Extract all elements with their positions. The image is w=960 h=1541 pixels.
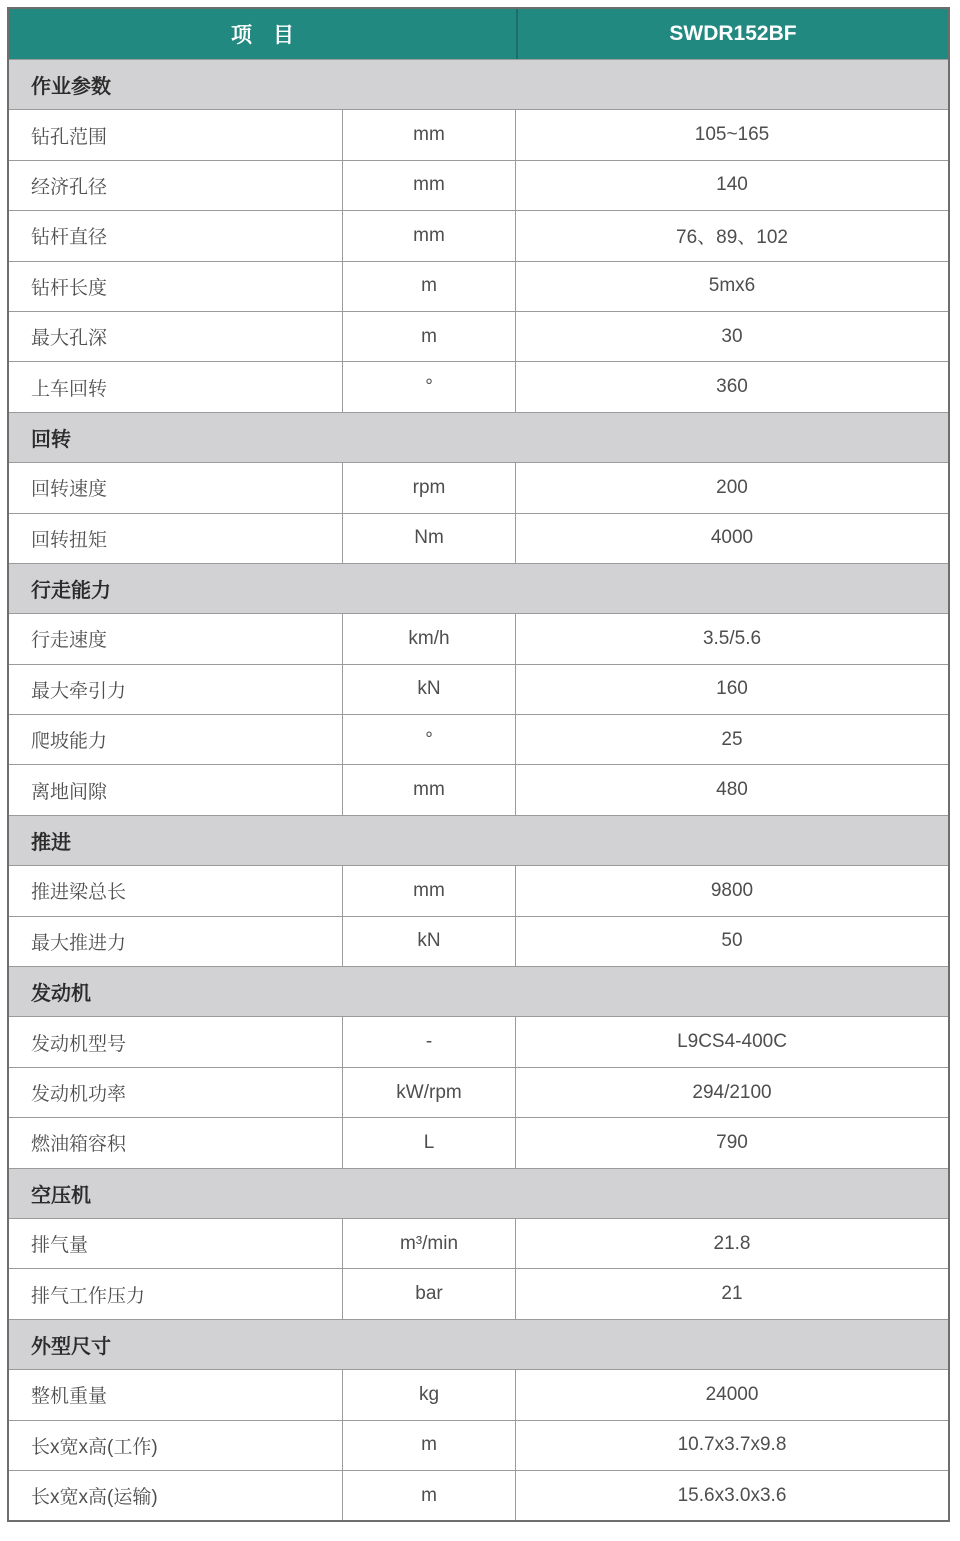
spec-unit: L xyxy=(343,1118,516,1167)
table-row xyxy=(9,916,948,966)
spec-value: 140 xyxy=(716,174,748,196)
spec-label: 离地间隙 xyxy=(9,765,343,814)
spec-label: 燃油箱容积 xyxy=(9,1118,343,1167)
spec-unit: mm xyxy=(343,866,516,915)
section-header-travel: 行走能力 xyxy=(9,563,948,613)
table-row xyxy=(9,160,948,210)
table-row xyxy=(9,1218,948,1268)
spec-unit: m xyxy=(343,312,516,361)
section-header-feed: 推进 xyxy=(9,815,948,865)
spec-label: 排气量 xyxy=(9,1219,343,1268)
header-model-name: SWDR152BF xyxy=(669,22,797,45)
spec-label: 排气工作压力 xyxy=(9,1269,343,1318)
table-row xyxy=(9,1067,948,1117)
table-row xyxy=(9,613,948,663)
spec-label: 钻杆直径 xyxy=(9,211,343,260)
section-header-dimensions: 外型尺寸 xyxy=(9,1319,948,1369)
table-row xyxy=(9,1268,948,1318)
spec-value: 15.6x3.0x3.6 xyxy=(677,1484,787,1506)
spec-value: L9CS4-400C xyxy=(677,1031,787,1053)
spec-label: 最大孔深 xyxy=(9,312,343,361)
table-row xyxy=(9,865,948,915)
header-item-label: 项 目 xyxy=(9,9,518,59)
spec-value: 3.5/5.6 xyxy=(702,627,762,649)
spec-label: 最大推进力 xyxy=(9,917,343,966)
spec-label: 上车回转 xyxy=(9,362,343,411)
spec-label: 行走速度 xyxy=(9,614,343,663)
spec-label: 整机重量 xyxy=(9,1370,343,1419)
section-header-compressor: 空压机 xyxy=(9,1168,948,1218)
spec-value: 10.7x3.7x9.8 xyxy=(677,1434,787,1456)
spec-label: 回转扭矩 xyxy=(9,514,343,563)
spec-value: 25 xyxy=(721,728,743,750)
spec-unit: rpm xyxy=(343,463,516,512)
table-row xyxy=(9,261,948,311)
spec-unit: mm xyxy=(343,110,516,159)
spec-value: 360 xyxy=(716,376,748,398)
spec-table xyxy=(7,7,950,1522)
spec-label: 推进梁总长 xyxy=(9,866,343,915)
spec-label: 爬坡能力 xyxy=(9,715,343,764)
spec-unit: kg xyxy=(343,1370,516,1419)
spec-value: 21 xyxy=(721,1283,743,1305)
spec-label: 长x宽x高(工作) xyxy=(9,1421,343,1470)
spec-value: 160 xyxy=(716,678,748,700)
spec-value: 480 xyxy=(716,779,748,801)
table-row xyxy=(9,210,948,260)
table-row xyxy=(9,714,948,764)
table-row xyxy=(9,513,948,563)
spec-value: 50 xyxy=(721,930,743,952)
spec-value: 105~165 xyxy=(694,124,770,146)
spec-value: 294/2100 xyxy=(692,1081,772,1103)
spec-value: 790 xyxy=(716,1131,748,1153)
table-row xyxy=(9,764,948,814)
spec-value: 9800 xyxy=(710,879,754,901)
spec-unit: mm xyxy=(343,211,516,260)
spec-value: 200 xyxy=(716,476,748,498)
spec-unit: kN xyxy=(343,917,516,966)
spec-unit: mm xyxy=(343,765,516,814)
spec-label: 发动机功率 xyxy=(9,1068,343,1117)
spec-label: 钻杆长度 xyxy=(9,262,343,311)
spec-unit: mm xyxy=(343,161,516,210)
spec-unit: ° xyxy=(343,362,516,411)
section-header-engine: 发动机 xyxy=(9,966,948,1016)
spec-unit: ° xyxy=(343,715,516,764)
spec-value: 30 xyxy=(721,325,743,347)
spec-label: 发动机型号 xyxy=(9,1017,343,1066)
table-row xyxy=(9,462,948,512)
spec-unit: m xyxy=(343,1421,516,1470)
spec-unit: m³/min xyxy=(343,1219,516,1268)
spec-value: 4000 xyxy=(710,527,754,549)
spec-unit: bar xyxy=(343,1269,516,1318)
spec-value: 5mx6 xyxy=(708,275,756,297)
table-row xyxy=(9,1420,948,1470)
table-row xyxy=(9,1470,948,1520)
section-header-rotation: 回转 xyxy=(9,412,948,462)
spec-label: 最大牵引力 xyxy=(9,665,343,714)
table-row xyxy=(9,109,948,159)
spec-unit: kW/rpm xyxy=(343,1068,516,1117)
table-row xyxy=(9,361,948,411)
spec-unit: m xyxy=(343,1471,516,1520)
table-row xyxy=(9,1117,948,1167)
table-row xyxy=(9,1369,948,1419)
spec-unit: m xyxy=(343,262,516,311)
spec-value: 21.8 xyxy=(713,1232,751,1254)
spec-unit: kN xyxy=(343,665,516,714)
table-row xyxy=(9,664,948,714)
table-row xyxy=(9,311,948,361)
spec-unit: - xyxy=(343,1017,516,1066)
spec-label: 长x宽x高(运输) xyxy=(9,1471,343,1520)
section-header-working-params: 作业参数 xyxy=(9,59,948,109)
table-row xyxy=(9,1016,948,1066)
spec-label: 钻孔范围 xyxy=(9,110,343,159)
spec-value: 24000 xyxy=(705,1383,759,1405)
spec-label: 回转速度 xyxy=(9,463,343,512)
spec-label: 经济孔径 xyxy=(9,161,343,210)
spec-unit: Nm xyxy=(343,514,516,563)
spec-unit: km/h xyxy=(343,614,516,663)
spec-value: 76、89、102 xyxy=(676,227,788,249)
table-header-row xyxy=(9,9,948,59)
